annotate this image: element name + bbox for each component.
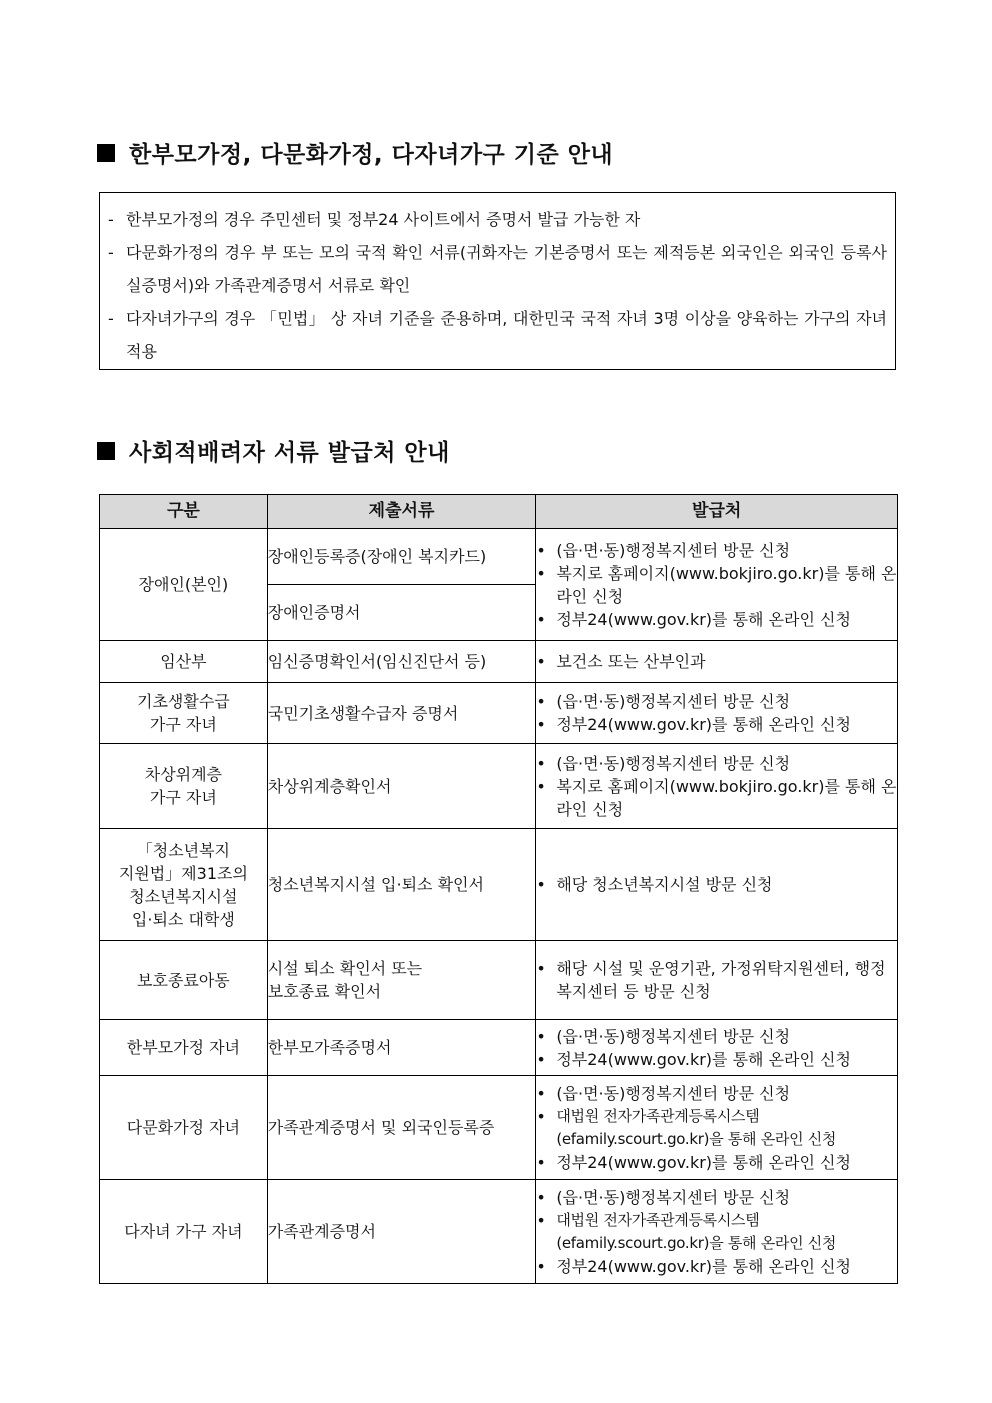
documents-table [99, 494, 898, 1284]
table-row [100, 1180, 898, 1284]
bullet-icon: • [536, 753, 546, 773]
notice-line: - 한부모가정의 경우 주민센터 및 정부24 사이트에서 증명서 발급 가능한 자 [108, 210, 641, 229]
source-text: (읍·면·동)행정복지센터 방문 신청 [556, 1187, 791, 1207]
bullet-icon: • [536, 776, 546, 796]
source-cell [536, 744, 898, 829]
source-text: 정부24(www.gov.kr)를 통해 온라인 신청 [556, 609, 851, 629]
source-text: (읍·면·동)행정복지센터 방문 신청 [556, 692, 791, 711]
source-cell [536, 1076, 898, 1180]
table-row [100, 529, 898, 585]
notice-line: - 다자녀가구의 경우 「민법」 상 자녀 기준을 준용하며, 대한민국 국적 자녀 3명 이상을 양육하는 가구의 자녀 적용 [108, 309, 887, 361]
table-row [100, 1076, 898, 1180]
document-cell: 시설 퇴소 확인서 또는 보호종료 확인서 [267, 941, 536, 1020]
table-row [100, 744, 898, 829]
source-item [536, 1209, 897, 1255]
bullet-icon: • [536, 1256, 546, 1276]
table-row [100, 683, 898, 744]
source-item [536, 752, 897, 775]
notice-line: - 다문화가정의 경우 부 또는 모의 국적 확인 서류(귀화자는 기본증명서 또는 제적등본 외국인은 외국인 등록사실증명서)와 가족관계증명서 서류로 확인 [108, 243, 887, 295]
column-header: 구분 [100, 495, 268, 529]
source-text: 대법원 전자가족관계등록시스템 (efamily.scourt.go.kr)을 통해 온라인 신청 [556, 1106, 837, 1148]
section-heading-criteria [97, 136, 613, 169]
column-header: 발급처 [536, 495, 898, 529]
source-text: 보건소 또는 산부인과 [556, 652, 706, 671]
bullet-icon: • [536, 1152, 546, 1172]
source-text: 정부24(www.gov.kr)를 통해 온라인 신청 [556, 1152, 851, 1172]
source-item [536, 1105, 897, 1151]
category-cell: 임산부 [100, 641, 268, 683]
bullet-icon: • [536, 1083, 546, 1103]
bullet-icon: • [536, 1106, 546, 1126]
bullet-icon: • [536, 1049, 546, 1069]
column-header: 제출서류 [267, 495, 536, 529]
bullet-icon: • [536, 692, 546, 711]
source-item [536, 1025, 897, 1048]
source-item [536, 873, 897, 896]
document-cell: 임신증명확인서(임신진단서 등) [267, 641, 536, 683]
category-cell: 한부모가정 자녀 [100, 1020, 268, 1076]
black-square-icon [97, 442, 115, 460]
document-cell: 가족관계증명서 및 외국인등록증 [267, 1076, 536, 1180]
source-text: 정부24(www.gov.kr)를 통해 온라인 신청 [556, 1049, 851, 1069]
source-cell [536, 829, 898, 941]
category-cell: 다자녀 가구 자녀 [100, 1180, 268, 1284]
source-cell [536, 641, 898, 683]
source-item [536, 539, 897, 562]
category-cell: 기초생활수급 가구 자녀 [100, 683, 268, 744]
bullet-icon: • [536, 1210, 546, 1230]
source-item [536, 1255, 897, 1278]
document-cell: 장애인등록증(장애인 복지카드) [267, 529, 536, 585]
source-item [536, 1151, 897, 1174]
source-text: (읍·면·동)행정복지센터 방문 신청 [556, 540, 791, 560]
section-heading-documents [97, 434, 450, 467]
source-text: 복지로 홈페이지(www.bokjiro.go.kr)를 통해 온라인 신청 [556, 776, 897, 819]
category-cell: 다문화가정 자녀 [100, 1076, 268, 1180]
source-item [536, 690, 897, 713]
bullet-icon: • [536, 563, 546, 583]
table-row [100, 941, 898, 1020]
document-cell: 차상위계층확인서 [267, 744, 536, 829]
source-cell [536, 683, 898, 744]
source-cell [536, 529, 898, 641]
source-item [536, 775, 897, 821]
category-cell: 보호종료아동 [100, 941, 268, 1020]
source-text: (읍·면·동)행정복지센터 방문 신청 [556, 1083, 791, 1103]
source-item [536, 713, 897, 736]
source-item [536, 1082, 897, 1105]
category-cell: 「청소년복지 지원법」제31조의 청소년복지시설 입·퇴소 대학생 [100, 829, 268, 941]
bullet-icon: • [536, 959, 546, 978]
source-item [536, 1186, 897, 1209]
table-row [100, 829, 898, 941]
bullet-icon: • [536, 715, 546, 734]
source-cell [536, 1020, 898, 1076]
source-item [536, 608, 897, 631]
table-row [100, 641, 898, 683]
category-cell: 차상위계층 가구 자녀 [100, 744, 268, 829]
black-square-icon [97, 144, 115, 162]
source-text: 복지로 홈페이지(www.bokjiro.go.kr)를 통해 온라인 신청 [556, 563, 897, 606]
source-text: 정부24(www.gov.kr)를 통해 온라인 신청 [556, 1256, 851, 1276]
source-text: 해당 청소년복지시설 방문 신청 [556, 875, 773, 894]
document-cell: 가족관계증명서 [267, 1180, 536, 1284]
category-cell: 장애인(본인) [100, 529, 268, 641]
section-title: 한부모가정, 다문화가정, 다자녀가구 기준 안내 [129, 142, 614, 168]
source-text: 대법원 전자가족관계등록시스템 (efamily.scourt.go.kr)을 통해 온라인 신청 [556, 1210, 837, 1252]
source-text: (읍·면·동)행정복지센터 방문 신청 [556, 1026, 791, 1046]
bullet-icon: • [536, 609, 546, 629]
source-text: 정부24(www.gov.kr)를 통해 온라인 신청 [556, 715, 851, 734]
source-cell [536, 1180, 898, 1284]
document-cell: 국민기초생활수급자 증명서 [267, 683, 536, 744]
document-cell: 장애인증명서 [267, 585, 536, 641]
table-row [100, 1020, 898, 1076]
table-header-row [100, 495, 898, 529]
source-text: (읍·면·동)행정복지센터 방문 신청 [556, 753, 791, 773]
source-item [536, 1048, 897, 1071]
bullet-icon: • [536, 540, 546, 560]
bullet-icon: • [536, 1187, 546, 1207]
criteria-notice-box [99, 192, 896, 370]
document-cell: 한부모가족증명서 [267, 1020, 536, 1076]
source-cell [536, 941, 898, 1020]
source-item [536, 562, 897, 608]
source-item [536, 957, 897, 1003]
source-text: 해당 시설 및 운영기관, 가정위탁지원센터, 행정복지센터 등 방문 신청 [556, 959, 886, 1001]
section-title: 사회적배려자 서류 발급처 안내 [129, 440, 450, 466]
bullet-icon: • [536, 875, 546, 894]
document-cell: 청소년복지시설 입·퇴소 확인서 [267, 829, 536, 941]
bullet-icon: • [536, 1026, 546, 1046]
source-item [536, 650, 897, 673]
bullet-icon: • [536, 652, 546, 671]
